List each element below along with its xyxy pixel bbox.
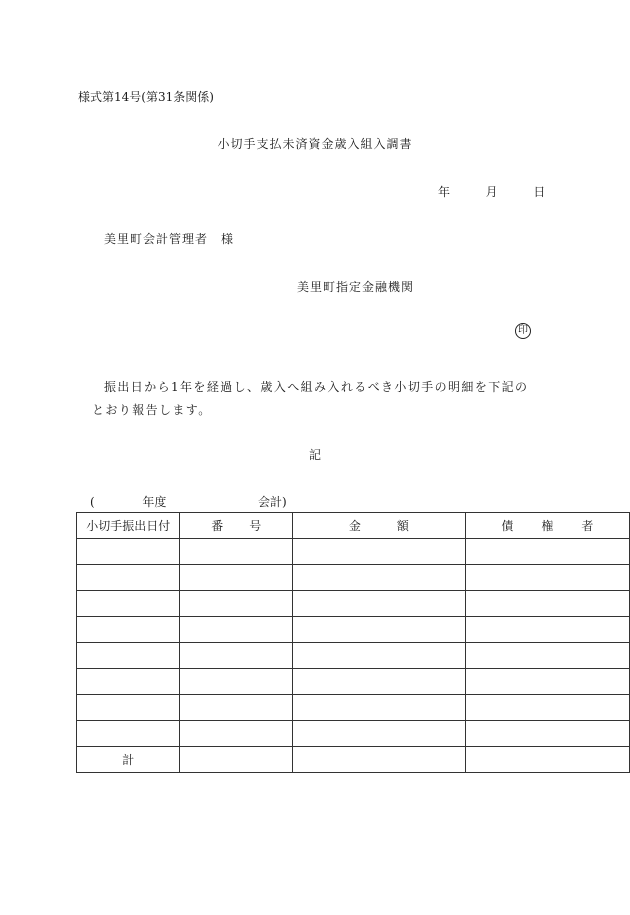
table-cell [465,695,629,721]
fiscal-year-line [90,493,287,510]
total-label: 計 [77,747,180,773]
table-cell [465,721,629,747]
document-title: 小切手支払未済資金歳入組入調書 [217,137,413,151]
table-cell [180,643,293,669]
form-number: 様式第14号(第31条関係) [78,90,214,104]
fiscal-account-label: 会計) [258,495,287,509]
header-creditor: 債権者 [465,513,629,539]
table-cell [77,591,180,617]
table-cell [293,695,466,721]
table-row [77,539,630,565]
table-cell [77,617,180,643]
header-number: 番号 [180,513,293,539]
seal-mark: 印 [515,323,531,339]
table-cell [293,617,466,643]
table-cell [180,747,293,773]
table-cell [180,539,293,565]
sender-name: 美里町指定金融機関 [297,280,415,294]
table-cell [180,721,293,747]
ki-label: 記 [308,448,321,462]
table-row [77,695,630,721]
header-check-date: 小切手振出日付 [77,513,180,539]
date-line [438,183,545,200]
table-cell [77,721,180,747]
table-cell [180,591,293,617]
date-year-label: 年 [438,185,451,199]
table-cell [77,539,180,565]
table-cell [180,669,293,695]
fiscal-year-label: 年度 [142,495,167,509]
fiscal-open-paren: ( [90,495,95,509]
table-row [77,565,630,591]
detail-table [76,512,630,773]
table-total-row [77,747,630,773]
table-cell [293,721,466,747]
table-cell [293,591,466,617]
table-header-row [77,513,630,539]
table-cell [465,617,629,643]
table-cell [77,643,180,669]
table-cell [77,565,180,591]
table-cell [465,747,629,773]
table-cell [465,539,629,565]
header-amount: 金額 [293,513,466,539]
table-cell [180,695,293,721]
table-row [77,617,630,643]
table-cell [77,695,180,721]
table-cell [465,591,629,617]
table-cell [293,539,466,565]
table-cell [180,565,293,591]
table-row [77,721,630,747]
table-cell [293,669,466,695]
table-cell [77,669,180,695]
table-row [77,643,630,669]
table-cell [293,565,466,591]
body-text: 振出日から1年を経過し、歳入へ組み入れるべき小切手の明細を下記のとおり報告します。 [92,380,529,417]
table-cell [465,643,629,669]
table-row [77,669,630,695]
table-cell [465,565,629,591]
table-row [77,591,630,617]
table-cell [465,669,629,695]
addressee: 美里町会計管理者 様 [104,232,235,246]
date-month-label: 月 [485,185,498,199]
table-cell [293,747,466,773]
table-cell [180,617,293,643]
table-cell [293,643,466,669]
date-day-label: 日 [533,185,546,199]
